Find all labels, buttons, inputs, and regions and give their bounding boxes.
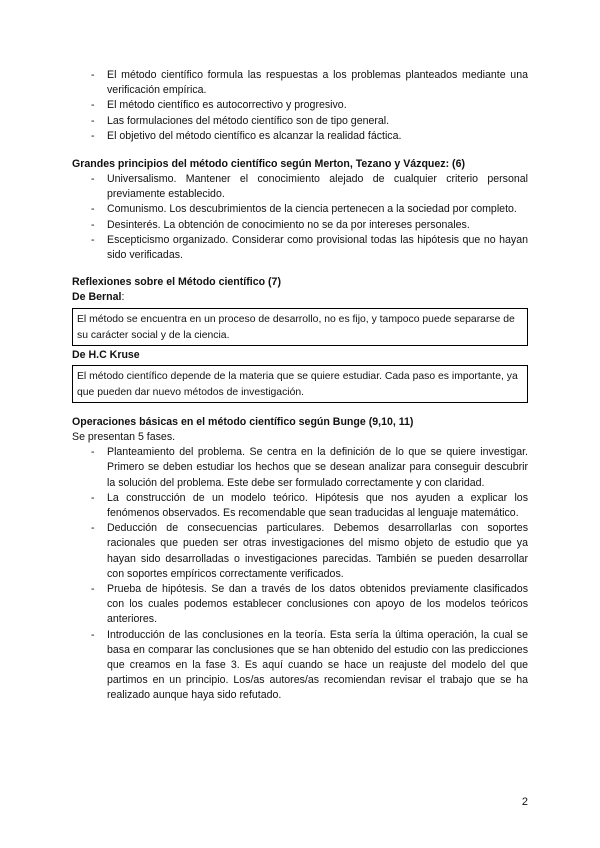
list-item: - Escepticismo organizado. Considerar como provisional todas las hipótesis que no hayan sido verificadas.: [72, 233, 528, 263]
principios-list: [72, 172, 528, 263]
list-item: - Prueba de hipótesis. Se dan a través de los datos obtenidos previamente clasificados con los cuales podemos establecer conclusiones con apoyo de los modelos teóricos anteriores.: [72, 582, 528, 628]
list-item: - Las formulaciones del método científico son de tipo general.: [72, 114, 528, 129]
bernal-quote-box: El método se encuentra en un proceso de desarrollo, no es fijo, y tampoco puede separarse de su carácter social y de la ciencia.: [72, 308, 528, 346]
list-item: - El método científico es autocorrectivo y progresivo.: [72, 98, 528, 113]
operaciones-intro: Se presentan 5 fases.: [72, 431, 176, 444]
reflexiones-heading: Reflexiones sobre el Método científico (7): [72, 276, 281, 289]
bernal-colon: :: [121, 291, 125, 304]
list-item: - Desinterés. La obtención de conocimiento no se da por intereses personales.: [72, 218, 528, 233]
bernal-label-text: De Bernal: [72, 291, 122, 304]
list-item: - La construcción de un modelo teórico. Hipótesis que nos ayuden a explicar los fenómenos observados. Es recomendable que sean traducidas al lenguaje matemático.: [72, 491, 528, 521]
list-item: - Universalismo. Mantener el conocimiento alejado de cualquier criterio personal previamente establecido.: [72, 172, 528, 202]
kruse-label: De H.C Kruse: [72, 349, 140, 362]
principios-heading: Grandes principios del método científico según Merton, Tezano y Vázquez: (6): [72, 158, 466, 171]
list-item: - Comunismo. Los descubrimientos de la ciencia pertenecen a la sociedad por completo.: [72, 202, 528, 217]
operaciones-heading: Operaciones básicas en el método científico según Bunge (9,10, 11): [72, 416, 414, 429]
list-item: - Deducción de consecuencias particulares. Debemos desarrollarlas con soportes racionales que pueden ser otras investigaciones del mismo objeto de estudio que ya hayan sido desarrolladas o investigaciones parecidas. También se pueden desarrollar con soportes empíricos correctamente verificados.: [72, 521, 528, 582]
page-content: [72, 68, 528, 704]
page-number: 2: [521, 796, 528, 808]
list-item: - Introducción de las conclusiones en la teoría. Esta sería la última operación, la cual se basa en comparar las conclusiones que se han obtenido del estudio con las predicciones que creamos en la fase 3. Es aquí cuando se hace un reajuste del modelo del que partimos en un principio. Los/as autores/as recomiendan revisar el trabajo que se ha realizado aunque haya sido refutado.: [72, 628, 528, 704]
list-item: - El método científico formula las respuestas a los problemas planteados mediante una verificación empírica.: [72, 68, 528, 98]
list-item: - El objetivo del método científico es alcanzar la realidad fáctica.: [72, 129, 528, 144]
operaciones-list: [72, 445, 528, 703]
intro-list: [72, 68, 528, 144]
bernal-label: [72, 290, 528, 305]
kruse-quote-box: El método científico depende de la materia que se quiere estudiar. Cada paso es importante, ya que pueden dar nuevo métodos de investigación.: [72, 365, 528, 403]
list-item: - Planteamiento del problema. Se centra en la definición de lo que se quiere investigar. Primero se deben estudiar los hechos que se desean analizar para conseguir descubrir la solución del problema. Este debe ser formulado correctamente y con claridad.: [72, 445, 528, 491]
